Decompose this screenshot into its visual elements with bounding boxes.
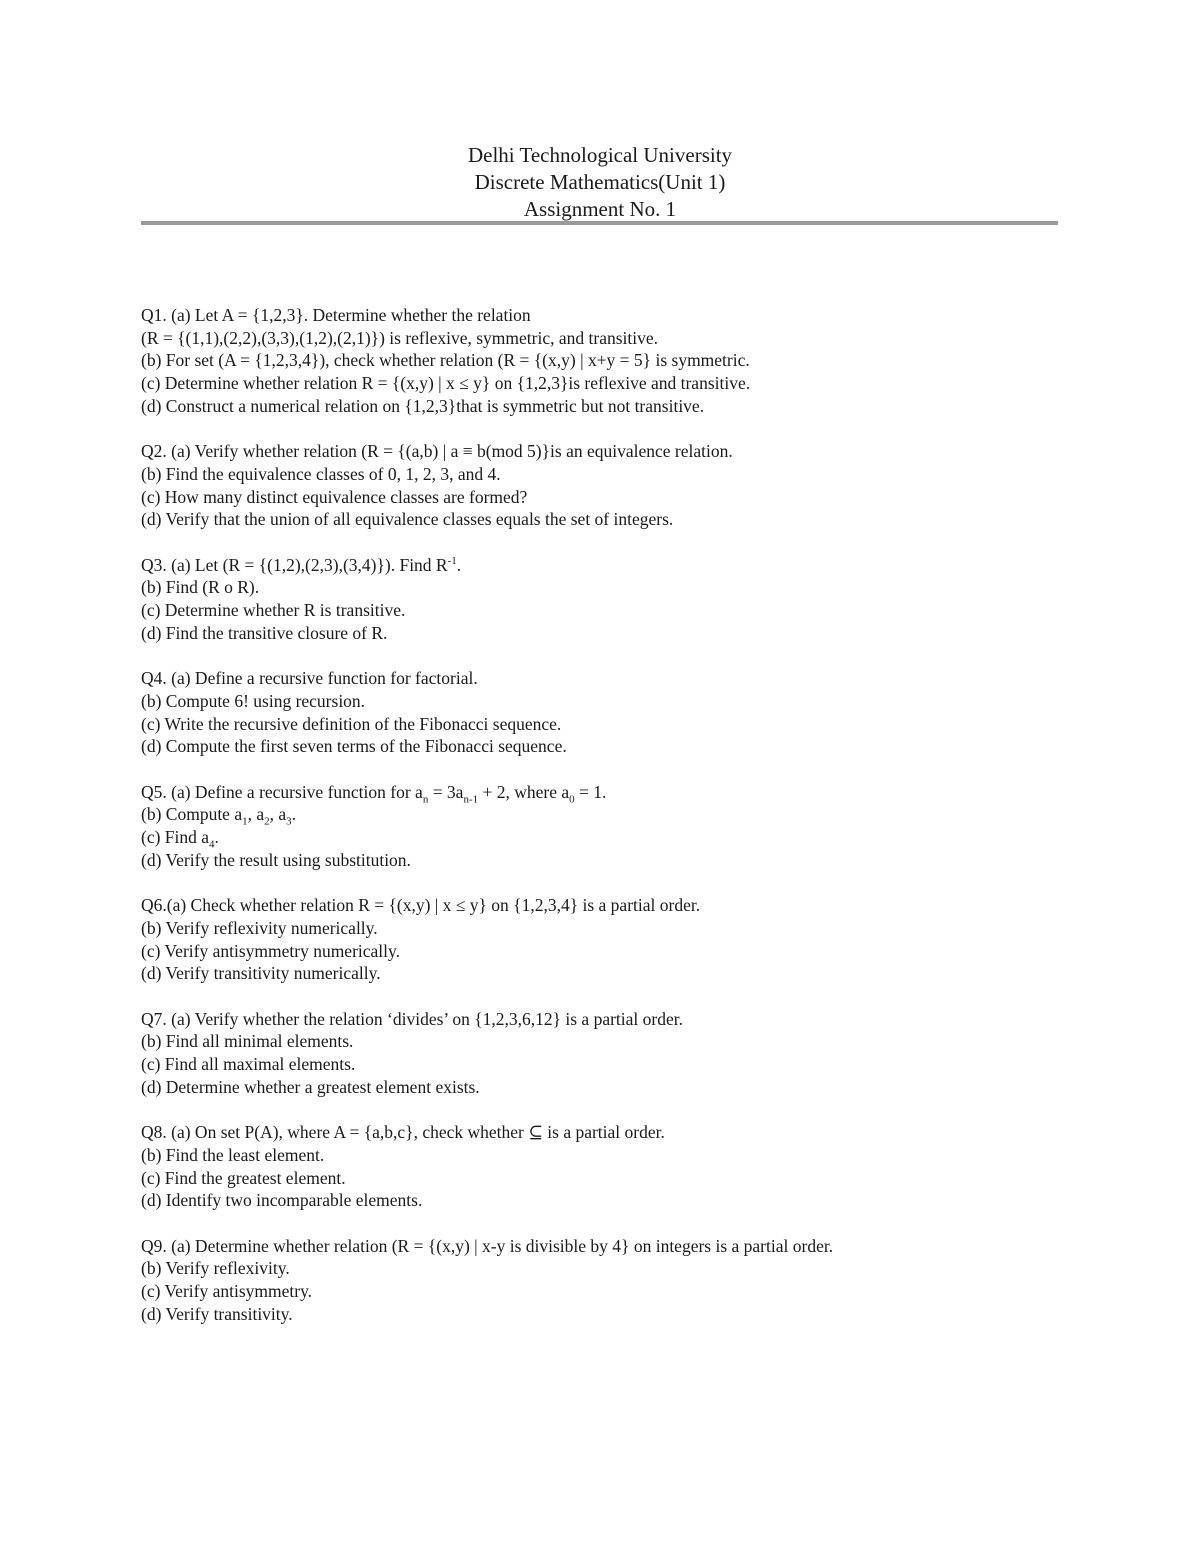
question-line: Q1. (a) Let A = {1,2,3}. Determine whether the relation	[141, 305, 531, 325]
question-line: (b) For set (A = {1,2,3,4}), check whether relation (R = {(x,y) | x+y = 5} is symmetric.	[141, 350, 750, 371]
question-line: (c) Find all maximal elements.	[141, 1054, 356, 1075]
question-line: (d) Compute the first seven terms of the Fibonacci sequence.	[141, 736, 567, 757]
question-line: (b) Verify reflexivity.	[141, 1258, 290, 1279]
question-line: (c) Write the recursive definition of the Fibonacci sequence.	[141, 713, 562, 734]
document-header	[0, 142, 1200, 223]
question-7	[141, 1008, 1101, 1099]
question-line: Q8. (a) On set P(A), where A = {a,b,c}, check whether ⊆ is a partial order.	[141, 1122, 665, 1143]
assignment-body	[141, 304, 1101, 1348]
header-divider	[141, 221, 1058, 225]
question-line: (d) Identify two incomparable elements.	[141, 1190, 423, 1211]
question-3	[141, 554, 1101, 645]
superscript: -1	[447, 554, 457, 567]
question-line: (c) Determine whether relation R = {(x,y) | x ≤ y} on {1,2,3}is reflexive and transitive.	[141, 373, 751, 394]
question-line: (R = {(1,1),(2,2),(3,3),(1,2),(2,1)}) is reflexive, symmetric, and transitive.	[141, 327, 659, 348]
question-line: (b) Find the equivalence classes of 0, 1, 2, 3, and 4.	[141, 463, 501, 484]
question-line: Q5. (a) Define a recursive function for $a_n = 3a_{n-1} + 2$, where $a_0 = 1$.	[141, 781, 607, 806]
question-line: (b) Verify reflexivity numerically.	[141, 917, 378, 938]
assignment-title: Assignment No. 1	[523, 197, 677, 221]
question-line: Q9. (a) Determine whether relation (R = {(x,y) | x-y is divisible by 4} on integers is a partial order.	[141, 1235, 834, 1256]
question-line: (d) Verify the result using substitution.	[141, 849, 411, 870]
question-9	[141, 1235, 1101, 1326]
question-line: (d) Verify transitivity numerically.	[141, 963, 381, 984]
question-line: Q3. (a) Let (R = {(1,2),(2,3),(3,4)}). Find $R^{-1}$.	[141, 554, 462, 575]
question-line: (c) Verify antisymmetry numerically.	[141, 940, 401, 961]
question-line: (d) Find the transitive closure of R.	[141, 622, 388, 643]
question-line: Q7. (a) Verify whether the relation ‘divides’ on {1,2,3,6,12} is a partial order.	[141, 1008, 683, 1029]
course-title: Discrete Mathematics(Unit 1)	[474, 170, 726, 194]
question-line: Q2. (a) Verify whether relation (R = {(a,b) | a ≡ b(mod 5)}is an equivalence relation.	[141, 441, 733, 462]
question-line: (c) Determine whether R is transitive.	[141, 600, 406, 621]
question-line: (b) Compute $a_1$, $a_2$, $a_3$.	[141, 804, 297, 828]
question-1	[141, 304, 1101, 418]
question-2	[141, 440, 1101, 531]
question-4	[141, 667, 1101, 758]
question-line: (b) Compute 6! using recursion.	[141, 690, 366, 711]
question-5	[141, 781, 1101, 872]
question-line: (b) Find the least element.	[141, 1144, 325, 1165]
question-6	[141, 894, 1101, 985]
question-line: (c) Find the greatest element.	[141, 1167, 346, 1188]
question-line: Q4. (a) Define a recursive function for factorial.	[141, 668, 478, 689]
question-line: (d) Verify that the union of all equivalence classes equals the set of integers.	[141, 509, 674, 530]
question-line: (c) How many distinct equivalence classes are formed?	[141, 486, 528, 507]
question-line: Q6.(a) Check whether relation R = {(x,y) | x ≤ y} on {1,2,3,4} is a partial order.	[141, 895, 701, 916]
question-line: (d) Determine whether a greatest element exists.	[141, 1076, 480, 1097]
question-line: (b) Find (R o R).	[141, 577, 260, 598]
question-line: (d) Verify transitivity.	[141, 1303, 293, 1324]
question-line: (c) Verify antisymmetry.	[141, 1281, 313, 1302]
question-8	[141, 1121, 1101, 1212]
question-line: (b) Find all minimal elements.	[141, 1031, 354, 1052]
question-line: (c) Find $a_4$.	[141, 827, 219, 851]
university-name: Delhi Technological University	[467, 143, 733, 167]
question-line: (d) Construct a numerical relation on {1,2,3}that is symmetric but not transitive.	[141, 395, 705, 416]
